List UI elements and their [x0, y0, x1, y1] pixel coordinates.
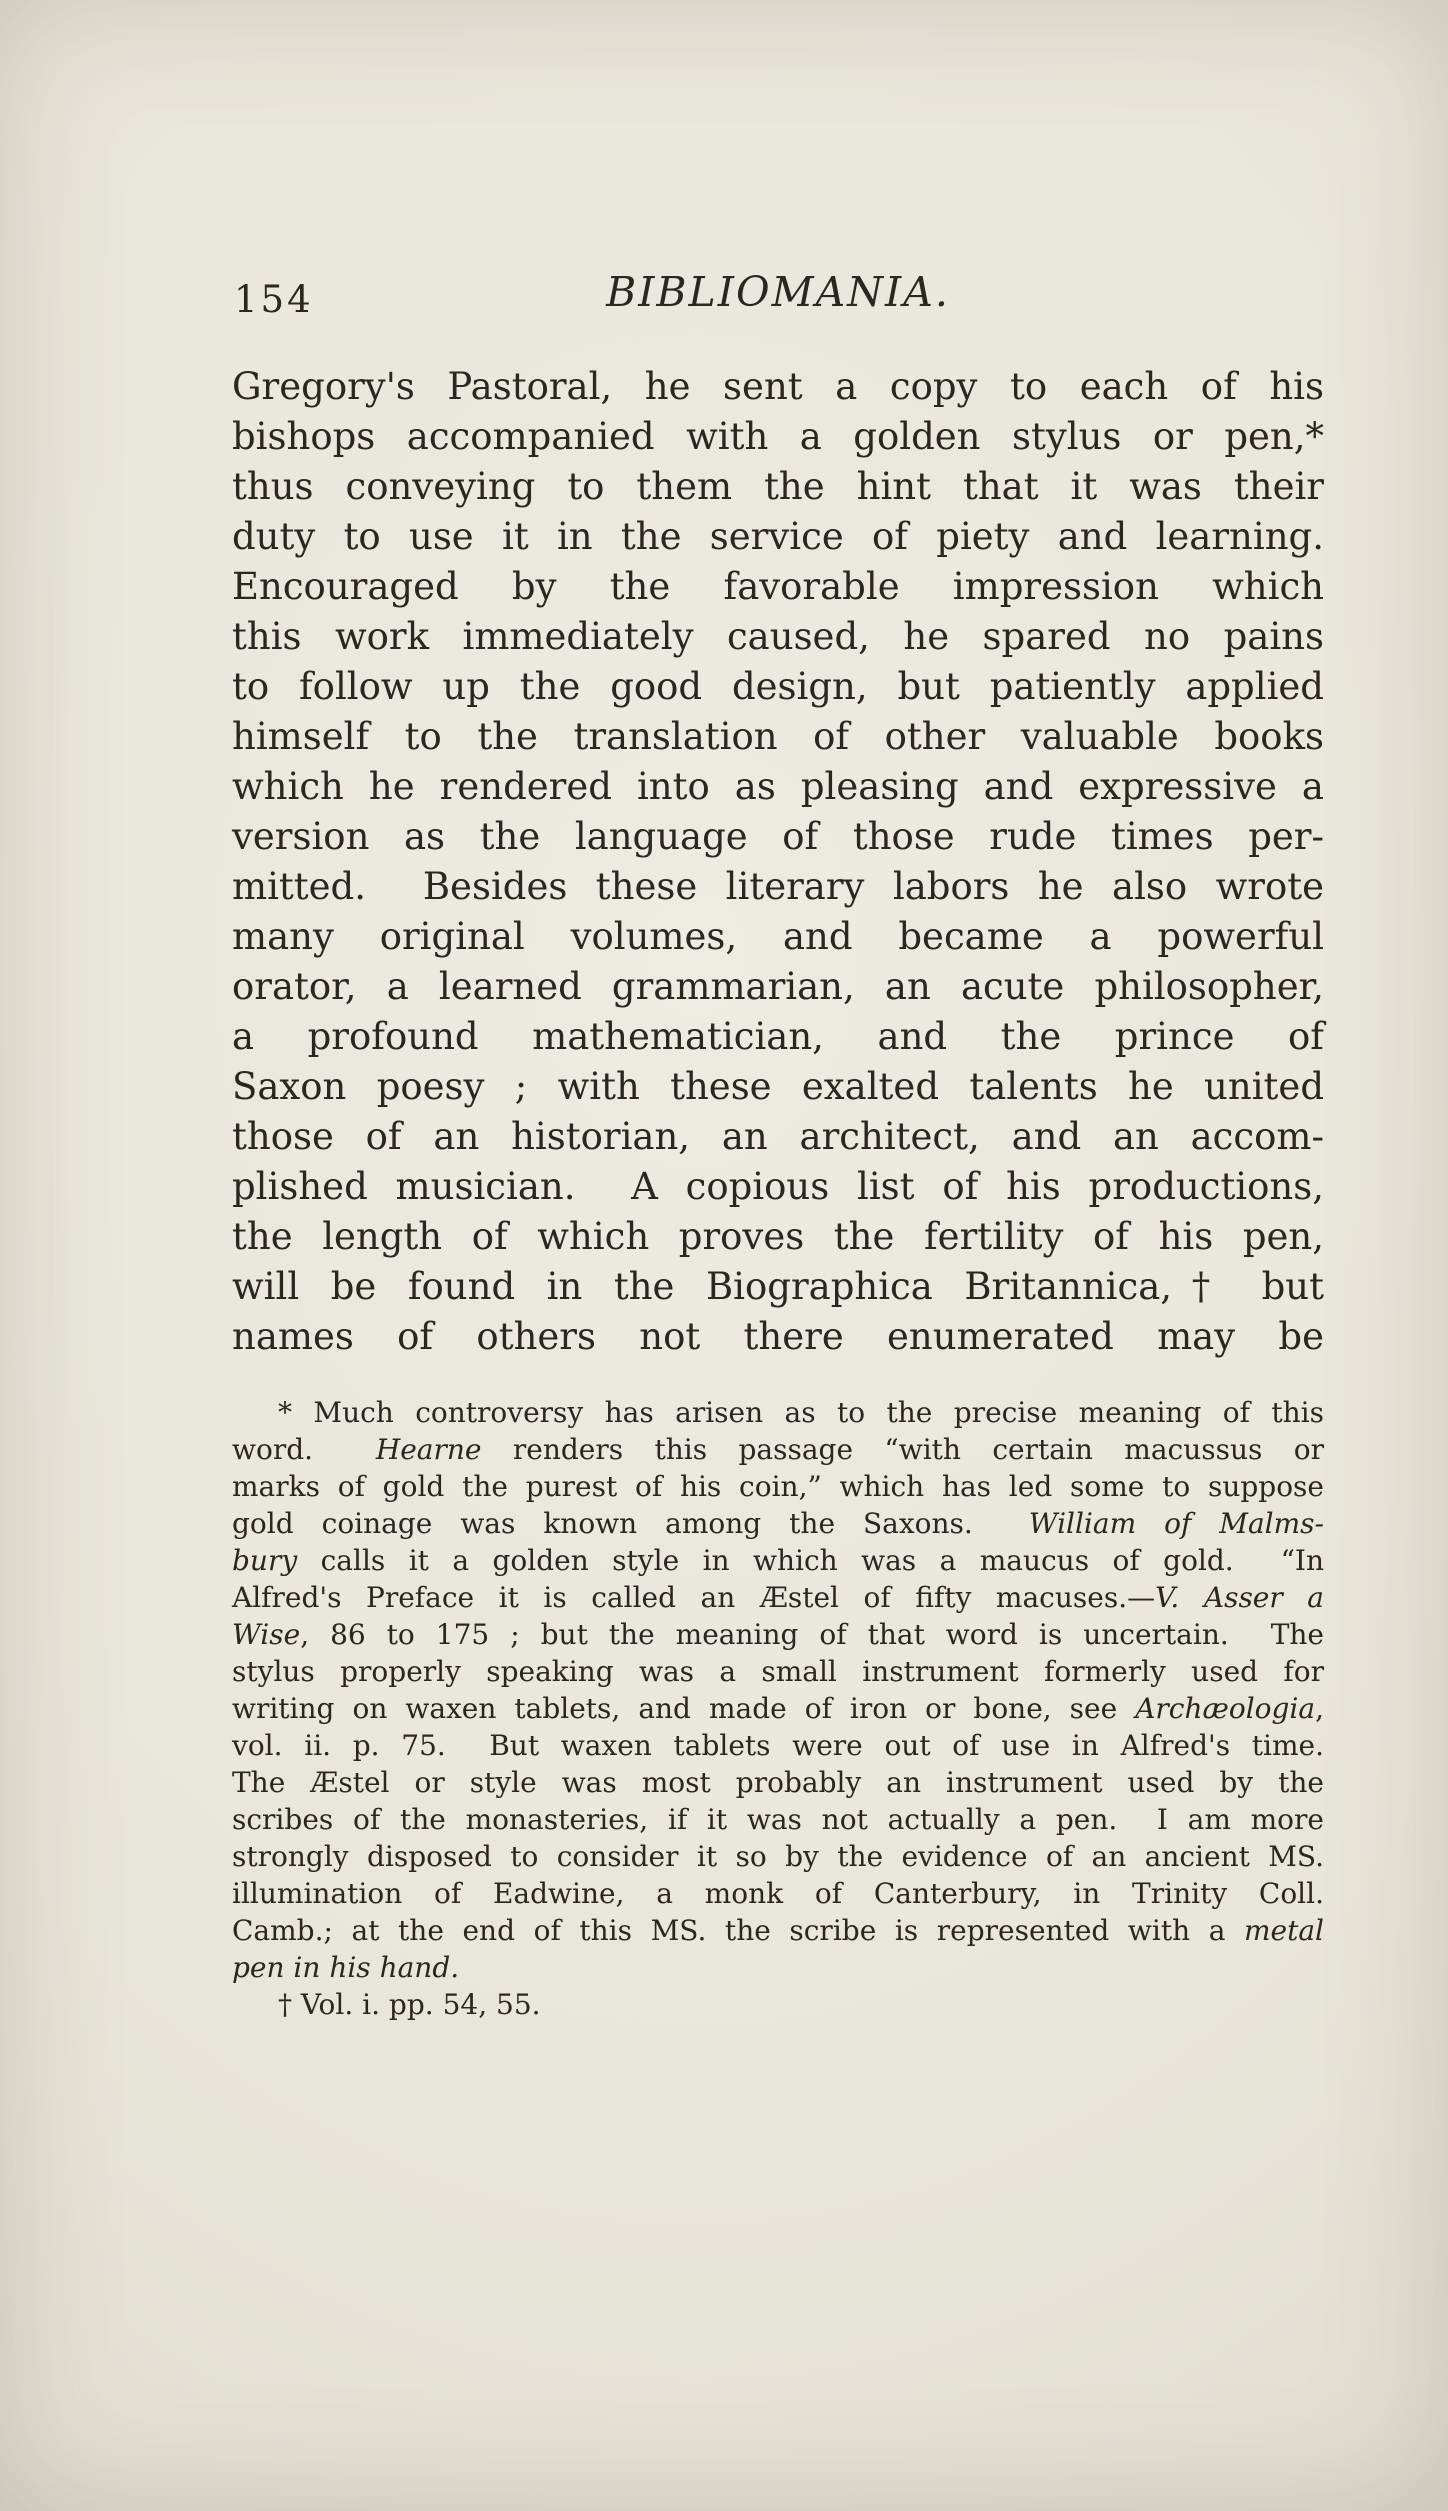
text-segment: marks of gold the purest of his coin,” which has led some to suppose	[232, 1470, 1324, 1503]
text-segment: word.	[232, 1433, 376, 1466]
text-segment: calls it a golden style in which was a maucus of gold. “In	[297, 1544, 1324, 1577]
text-segment: version as the language of those rude times per-	[232, 815, 1324, 858]
text-line	[232, 1875, 1324, 1912]
text-segment: strongly disposed to consider it so by the evidence of an ancient MS.	[232, 1840, 1324, 1873]
text-segment: renders this passage “with certain macussus or	[481, 1433, 1324, 1466]
text-line	[232, 1312, 1324, 1362]
text-segment: mitted. Besides these literary labors he also wrote	[232, 865, 1324, 908]
text-segment: those of an historian, an architect, and an accom-	[232, 1115, 1324, 1158]
text-segment: Camb.; at the end of this MS. the scribe is represented with a	[232, 1914, 1244, 1947]
text-segment: Gregory's Pastoral, he sent a copy to each of his	[232, 365, 1324, 408]
text-segment: will be found in the Biographica Britannica,† but	[232, 1265, 1324, 1308]
text-line	[232, 1468, 1324, 1505]
text-line	[232, 1949, 1324, 1986]
italic-text: William of Malms-	[1028, 1507, 1324, 1540]
text-line	[232, 1838, 1324, 1875]
text-line	[232, 1653, 1324, 1690]
footnotes	[232, 1394, 1324, 2023]
text-line	[232, 562, 1324, 612]
text-line	[232, 1394, 1324, 1431]
text-line	[232, 1431, 1324, 1468]
text-segment: which he rendered into as pleasing and expressive a	[232, 765, 1324, 808]
text-line	[232, 412, 1324, 462]
text-line	[232, 1542, 1324, 1579]
text-line	[232, 1579, 1324, 1616]
text-line	[232, 1062, 1324, 1112]
text-segment: illumination of Eadwine, a monk of Canterbury, in Trinity Coll.	[232, 1877, 1324, 1910]
text-segment: * Much controversy has arisen as to the precise meaning of this	[278, 1396, 1324, 1429]
text-segment: names of others not there enumerated may be	[232, 1315, 1324, 1358]
italic-text: Archæologia	[1135, 1692, 1316, 1725]
italic-text: metal	[1243, 1914, 1324, 1947]
text-line	[232, 962, 1324, 1012]
text-line	[232, 1690, 1324, 1727]
text-segment: stylus properly speaking was a small instrument formerly used for	[232, 1655, 1324, 1688]
book-page	[232, 268, 1324, 2023]
text-line	[232, 1801, 1324, 1838]
text-line	[232, 462, 1324, 512]
text-line	[232, 362, 1324, 412]
text-line	[232, 1505, 1324, 1542]
text-line	[232, 1912, 1324, 1949]
text-segment: this work immediately caused, he spared no pains	[232, 615, 1324, 658]
text-segment: bishops accompanied with a golden stylus or pen,*	[232, 415, 1324, 458]
text-segment: Alfred's Preface it is called an Æstel of fifty macuses.—	[232, 1581, 1156, 1614]
text-segment: scribes of the monasteries, if it was not actually a pen. I am more	[232, 1803, 1324, 1836]
text-line	[232, 762, 1324, 812]
text-line	[232, 1727, 1324, 1764]
text-segment: ,	[1315, 1692, 1324, 1725]
text-segment: many original volumes, and became a powerful	[232, 915, 1324, 958]
text-segment: duty to use it in the service of piety and learning.	[232, 515, 1324, 558]
text-segment: Encouraged by the favorable impression which	[232, 565, 1324, 608]
text-segment: thus conveying to them the hint that it was their	[232, 465, 1324, 508]
text-line	[232, 812, 1324, 862]
text-line	[232, 1212, 1324, 1262]
text-segment: himself to the translation of other valuable books	[232, 715, 1324, 758]
text-line	[232, 612, 1324, 662]
text-line	[232, 712, 1324, 762]
text-segment: , 86 to 175 ; but the meaning of that word is uncertain. The	[300, 1618, 1324, 1651]
text-line	[232, 912, 1324, 962]
body-text	[232, 362, 1324, 1362]
text-line	[232, 1012, 1324, 1062]
text-line	[232, 1986, 1324, 2023]
text-line	[232, 1262, 1324, 1312]
text-line	[232, 1162, 1324, 1212]
text-segment: orator, a learned grammarian, an acute philosopher,	[232, 965, 1324, 1008]
page-number: 154	[234, 278, 314, 321]
text-segment: vol. ii. p. 75. But waxen tablets were out of use in Alfred's time.	[232, 1729, 1324, 1762]
text-line	[232, 662, 1324, 712]
running-title: BIBLIOMANIA.	[606, 268, 950, 316]
italic-text: pen in his hand.	[232, 1951, 460, 1984]
page-header	[232, 268, 1324, 326]
italic-text: Hearne	[375, 1433, 482, 1466]
text-segment: writing on waxen tablets, and made of iron or bone, see	[232, 1692, 1136, 1725]
text-segment: Saxon poesy ; with these exalted talents he united	[232, 1065, 1324, 1108]
text-line	[232, 1616, 1324, 1653]
italic-text: Wise	[232, 1618, 301, 1651]
text-line	[232, 1764, 1324, 1801]
text-segment: gold coinage was known among the Saxons.	[232, 1507, 1029, 1540]
text-segment: a profound mathematician, and the prince of	[232, 1015, 1324, 1058]
text-line	[232, 862, 1324, 912]
text-line	[232, 1112, 1324, 1162]
text-segment: to follow up the good design, but patiently applied	[232, 665, 1324, 708]
text-segment: plished musician. A copious list of his productions,	[232, 1165, 1324, 1208]
text-segment: the length of which proves the fertility of his pen,	[232, 1215, 1324, 1258]
text-segment: † Vol. i. pp. 54, 55.	[278, 1988, 541, 2021]
text-line	[232, 512, 1324, 562]
text-segment: The Æstel or style was most probably an instrument used by the	[232, 1766, 1324, 1799]
italic-text: bury	[232, 1544, 298, 1577]
italic-text: V. Asser a	[1155, 1581, 1324, 1614]
